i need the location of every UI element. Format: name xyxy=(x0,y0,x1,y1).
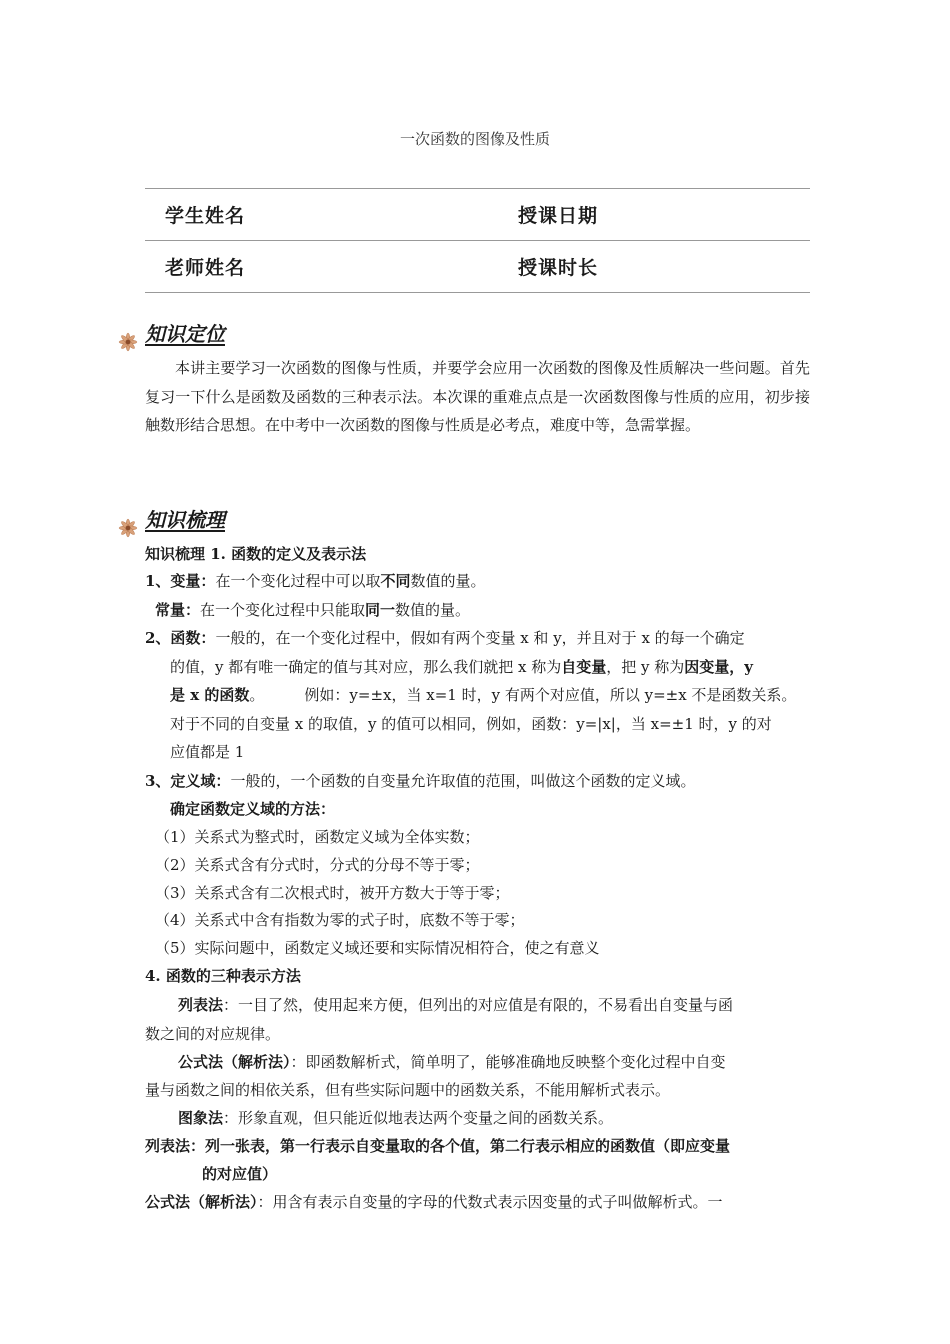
function-text: 。 xyxy=(249,686,265,704)
document-title: 一次函数的图像及性质 xyxy=(399,130,550,148)
teacher-name-label: 老师姓名 xyxy=(165,257,246,279)
info-row xyxy=(145,241,810,293)
variable-text-a: 在一个变化过程中可以取 xyxy=(215,572,381,590)
function-term: 自变量 xyxy=(561,658,607,676)
constant-text-c: 数值的量。 xyxy=(395,601,471,619)
info-row xyxy=(145,189,810,241)
function-definition-line-1 xyxy=(145,628,745,648)
table-definition-cont: 的对应值） xyxy=(202,1165,278,1183)
constant-label: 常量： xyxy=(155,601,201,619)
domain-rule: （1）关系式为整式时，函数定义域为全体实数； xyxy=(155,828,480,846)
domain-rule: （2）关系式含有分式时，分式的分母不等于零； xyxy=(155,856,480,874)
function-term: 因变量，y xyxy=(684,658,753,676)
formula-method xyxy=(178,1052,726,1072)
table-definition: 列表法：列一张表，第一行表示自变量取的各个值，第二行表示相应的函数值（即应变量 xyxy=(145,1137,731,1155)
review-subtitle: 知识梳理 1. 函数的定义及表示法 xyxy=(145,545,367,563)
function-label: 2、函数： xyxy=(145,629,216,647)
domain-rule: （5）实际问题中，函数定义域还要和实际情况相符合，使之有意义 xyxy=(155,939,600,957)
function-text: 的值，y 都有唯一确定的值与其对应，那么我们就把 x 称为 xyxy=(170,658,562,676)
class-duration-label: 授课时长 xyxy=(518,257,599,279)
graph-method-label: 图象法 xyxy=(178,1109,224,1127)
table-method-text: ：一目了然，使用起来方便，但列出的对应值是有限的，不易看出自变量与函 xyxy=(223,996,734,1014)
domain-label: 3、定义域： xyxy=(145,772,231,790)
variable-label: 1、变量： xyxy=(145,572,216,590)
function-definition-line-2 xyxy=(170,657,753,677)
flower-icon xyxy=(112,512,144,544)
variable-definition xyxy=(145,571,485,591)
function-definition-line-4: 对于不同的自变量 x 的取值，y 的值可以相同，例如，函数：y=|x|，当 x=±1 时，y 的对 xyxy=(170,715,772,733)
graph-method xyxy=(178,1108,613,1128)
class-date-label: 授课日期 xyxy=(518,205,599,227)
formula-method-text: ：即函数解析式，简单明了，能够准确地反映整个变化过程中自变 xyxy=(290,1053,726,1071)
formula-definition-text: ：用含有表示自变量的字母的代数式表示因变量的式子叫做解析式。一 xyxy=(257,1193,723,1211)
function-text: 一般的，在一个变化过程中，假如有两个变量 x 和 y，并且对于 x 的每一个确定 xyxy=(215,629,745,647)
variable-text-b: 不同 xyxy=(380,572,411,590)
table-method-cont: 数之间的对应规律。 xyxy=(145,1025,281,1043)
intro-paragraph: 本讲主要学习一次函数的图像与性质，并要学会应用一次函数的图像及性质解决一些问题。首先复习一下什么是函数及函数的三种表示法。本次课的重难点点是一次函数图像与性质的应用，初步接触数形结合思想。在中考中一次函数的图像与性质是必考点，难度中等，急需掌握。 xyxy=(145,359,810,434)
representation-title: 4. 函数的三种表示方法 xyxy=(145,967,301,985)
section-title: 知识梳理 xyxy=(145,508,225,532)
function-example: 例如：y=±x，当 x=1 时，y 有两个对应值，所以 y=±x 不是函数关系。 xyxy=(304,686,797,704)
student-name-label: 学生姓名 xyxy=(165,205,246,227)
domain-text: 一般的，一个函数的自变量允许取值的范围，叫做这个函数的定义域。 xyxy=(230,772,696,790)
function-term: 是 x 的函数 xyxy=(170,686,250,704)
constant-definition xyxy=(155,600,470,620)
domain-method-title: 确定函数定义域的方法： xyxy=(170,800,336,818)
section-title: 知识定位 xyxy=(145,322,225,346)
domain-rule: （3）关系式含有二次根式时，被开方数大于等于零； xyxy=(155,884,510,902)
function-definition-line-3 xyxy=(170,685,796,705)
function-definition-line-5: 应值都是 1 xyxy=(170,743,245,761)
formula-definition xyxy=(145,1192,723,1212)
domain-rule: （4）关系式中含有指数为零的式子时，底数不等于零； xyxy=(155,911,525,929)
table-method xyxy=(178,995,733,1015)
flower-icon xyxy=(112,326,144,358)
info-table xyxy=(145,188,810,293)
variable-text-c: 数值的量。 xyxy=(410,572,486,590)
formula-method-cont: 量与函数之间的相依关系，但有些实际问题中的函数关系，不能用解析式表示。 xyxy=(145,1081,671,1099)
domain-definition xyxy=(145,771,695,791)
formula-definition-label: 公式法（解析法） xyxy=(145,1193,258,1211)
graph-method-text: ：形象直观，但只能近似地表达两个变量之间的函数关系。 xyxy=(223,1109,614,1127)
constant-text-b: 同一 xyxy=(365,601,396,619)
function-text: ，把 y 称为 xyxy=(606,658,685,676)
constant-text-a: 在一个变化过程中只能取 xyxy=(200,601,366,619)
formula-method-label: 公式法（解析法） xyxy=(178,1053,291,1071)
table-method-label: 列表法 xyxy=(178,996,224,1014)
